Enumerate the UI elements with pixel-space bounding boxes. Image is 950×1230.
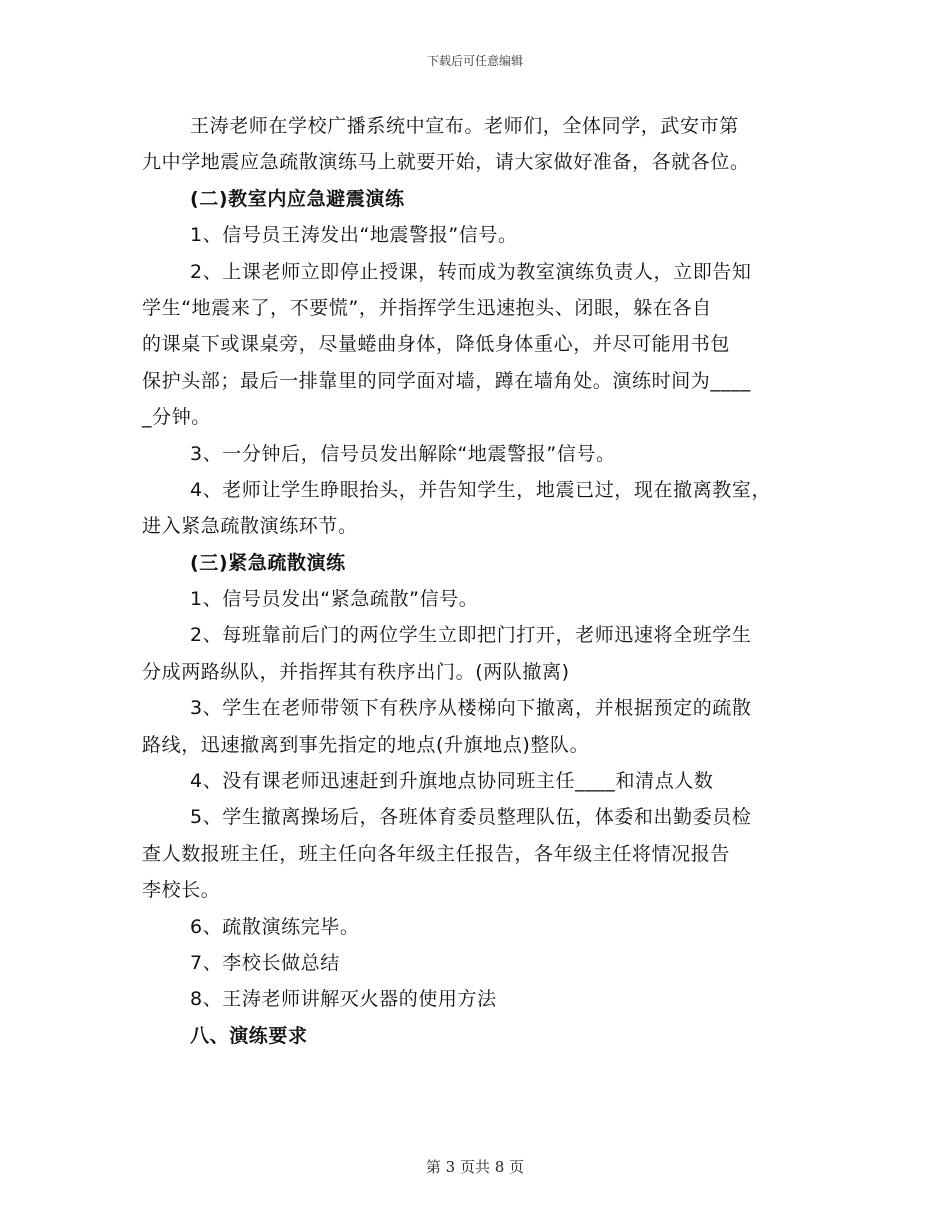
paragraph-line: 李校长。 (142, 879, 221, 902)
section-heading: (二)教室内应急避震演练 (190, 187, 405, 210)
list-item: 6、疏散演练完毕。 (190, 915, 360, 938)
list-item: 5、学生撤离操场后，各班体育委员整理队伍，体委和出勤委员检 (190, 806, 752, 829)
list-item: 8、王涛老师讲解灭火器的使用方法 (190, 988, 497, 1011)
list-item: 1、信号员王涛发出“地震警报”信号。 (190, 224, 518, 247)
paragraph-line: 分成两路纵队，并指挥其有秩序出门。(两队撤离) (142, 660, 570, 683)
paragraph-line: _分钟。 (142, 406, 211, 429)
list-item: 1、信号员发出“紧急疏散”信号。 (190, 588, 479, 611)
paragraph-line: 九中学地震应急疏散演练马上就要开始，请大家做好准备，各就各位。 (142, 151, 750, 174)
page-footer: 第 3 页共 8 页 (425, 1158, 525, 1176)
list-item: 7、李校长做总结 (190, 951, 340, 974)
list-item: 3、一分钟后，信号员发出解除“地震警报”信号。 (190, 442, 616, 465)
paragraph-line: 进入紧急疏散演练环节。 (142, 515, 358, 538)
paragraph-line: 路线，迅速撤离到事先指定的地点(升旗地点)整队。 (142, 733, 590, 756)
list-item: 4、没有课老师迅速赶到升旗地点协同班主任____和清点人数 (190, 770, 714, 793)
document-body (142, 108, 822, 1054)
list-item: 3、学生在老师带领下有秩序从楼梯向下撤离，并根据预定的疏散 (190, 697, 752, 720)
section-heading: 八、演练要求 (190, 1024, 308, 1047)
page-header: 下载后可任意编辑 (426, 54, 523, 68)
paragraph-line: 查人数报班主任，班主任向各年级主任报告，各年级主任将情况报告 (142, 842, 731, 865)
paragraph-line: 保护头部；最后一排靠里的同学面对墙，蹲在墙角处。演练时间为____ (142, 369, 751, 392)
section-heading: (三)紧急疏散演练 (190, 551, 346, 574)
list-item: 4、老师让学生睁眼抬头，并告知学生，地震已过，现在撤离教室， (190, 478, 772, 501)
list-item: 2、每班靠前后门的两位学生立即把门打开，老师迅速将全班学生 (190, 624, 752, 647)
list-item: 2、上课老师立即停止授课，转而成为教室演练负责人，立即告知 (190, 260, 752, 283)
paragraph-line: 的课桌下或课桌旁，尽量蜷曲身体，降低身体重心，并尽可能用书包 (142, 333, 731, 356)
paragraph-line: 学生“地震来了，不要慌”，并指挥学生迅速抱头、闭眼，躲在各自 (142, 296, 712, 319)
paragraph-line: 王涛老师在学校广播系统中宣布。老师们，全体同学，武安市第 (190, 115, 739, 137)
